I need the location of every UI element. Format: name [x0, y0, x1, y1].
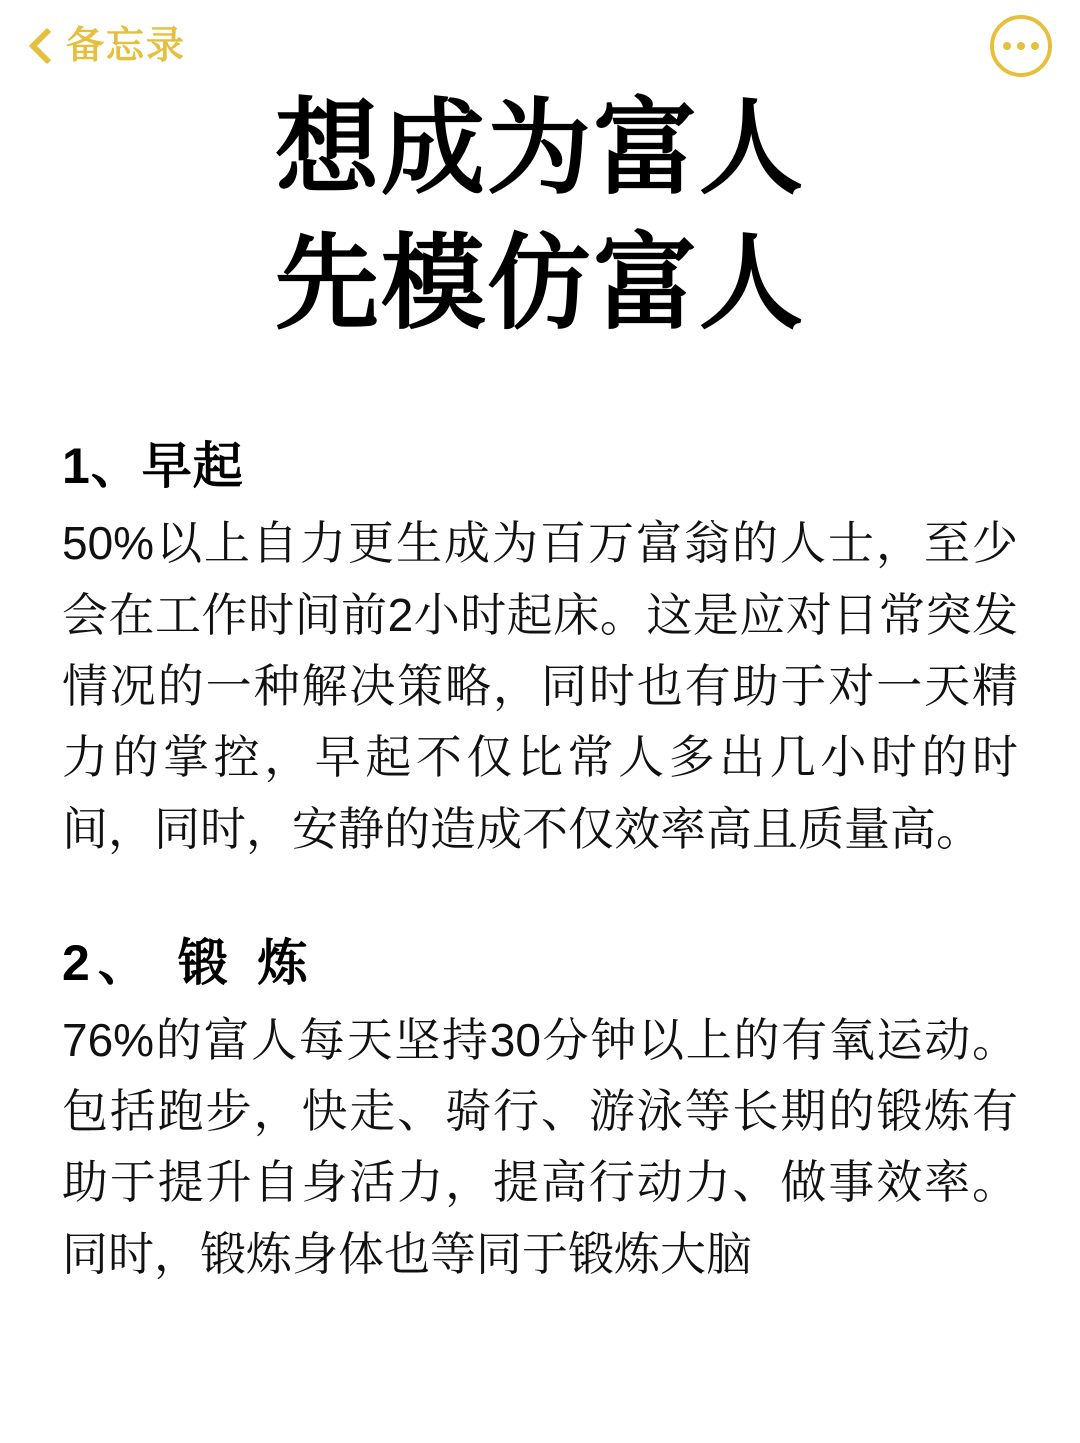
section-heading-1: 1、早起	[62, 438, 244, 495]
chevron-left-icon[interactable]	[28, 26, 54, 66]
back-button[interactable]	[28, 26, 186, 66]
page-title-line-2: 先模仿富人	[274, 226, 805, 343]
section-body-1: 50%以上自力更生成为百万富翁的人士，至少会在工作时间前2小时起床。这是应对日常突发情况的一种解决策略，同时也有助于对一天精力的掌控，早起不仅比常人多出几小时的时间，同时，安静的造成不仅效率高且质量高。	[62, 517, 1018, 855]
more-dot-icon	[1003, 42, 1011, 50]
note-content	[0, 72, 1080, 1290]
more-dot-icon	[1031, 42, 1039, 50]
page-title-line-1: 想成为富人	[274, 91, 805, 207]
page-title	[62, 72, 1018, 352]
back-button-label: 备忘录	[66, 25, 187, 67]
more-options-button[interactable]	[990, 15, 1052, 77]
more-dot-icon	[1017, 42, 1025, 50]
section-heading-2: 2、 锻 炼	[62, 934, 316, 991]
section-body-2: 76%的富人每天坚持30分钟以上的有氧运动。包括跑步，快走、骑行、游泳等长期的锻炼有助于提升自身活力，提高行动力、做事效率。同时，锻炼身体也等同于锻炼大脑	[62, 1013, 1018, 1280]
